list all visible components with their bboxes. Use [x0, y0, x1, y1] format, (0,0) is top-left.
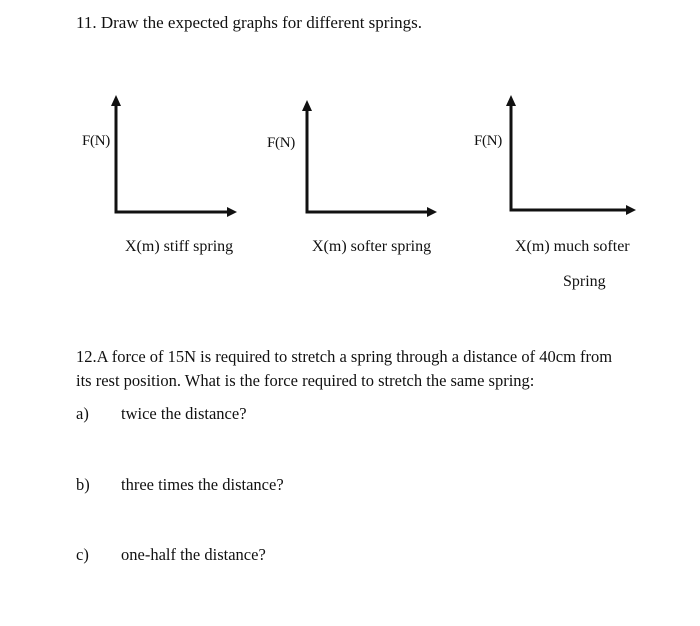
- graph-2-x-arrow-icon: [427, 207, 437, 217]
- graph-2-y-label: F(N): [267, 135, 295, 151]
- graph-1-x-arrow-icon: [227, 207, 237, 217]
- graph-3-y-label: F(N): [474, 133, 502, 149]
- graph-2-x-label: X(m) softer spring: [312, 238, 432, 255]
- graph-1-y-arrow-icon: [111, 95, 121, 106]
- question-12-line-2: its rest position. What is the force required to stretch the same spring:: [76, 371, 535, 390]
- part-b-text: three times the distance?: [121, 475, 284, 494]
- graph-1-y-label: F(N): [82, 133, 110, 149]
- question-11-text: 11. Draw the expected graphs for different springs.: [76, 13, 423, 32]
- graph-3-x-label-line2: Spring: [563, 273, 606, 290]
- graph-1-x-label: X(m) stiff spring: [125, 238, 234, 255]
- graph-2-y-arrow-icon: [302, 100, 312, 111]
- question-12-body: [76, 345, 656, 393]
- part-a-letter: a): [76, 404, 89, 423]
- graph-2-axes: [302, 100, 437, 217]
- graph-3-x-arrow-icon: [626, 205, 636, 215]
- graph-3-x-label: X(m) much softer: [515, 238, 630, 255]
- graph-1-axes: [111, 95, 237, 217]
- graph-3-axes: [506, 95, 636, 215]
- part-c-letter: c): [76, 545, 89, 564]
- graph-3-y-arrow-icon: [506, 95, 516, 106]
- part-a-text: twice the distance?: [121, 404, 247, 423]
- part-c-text: one-half the distance?: [121, 545, 266, 564]
- question-12-line-1: 12.A force of 15N is required to stretch a spring through a distance of 40cm from: [76, 347, 613, 366]
- part-b-letter: b): [76, 475, 90, 494]
